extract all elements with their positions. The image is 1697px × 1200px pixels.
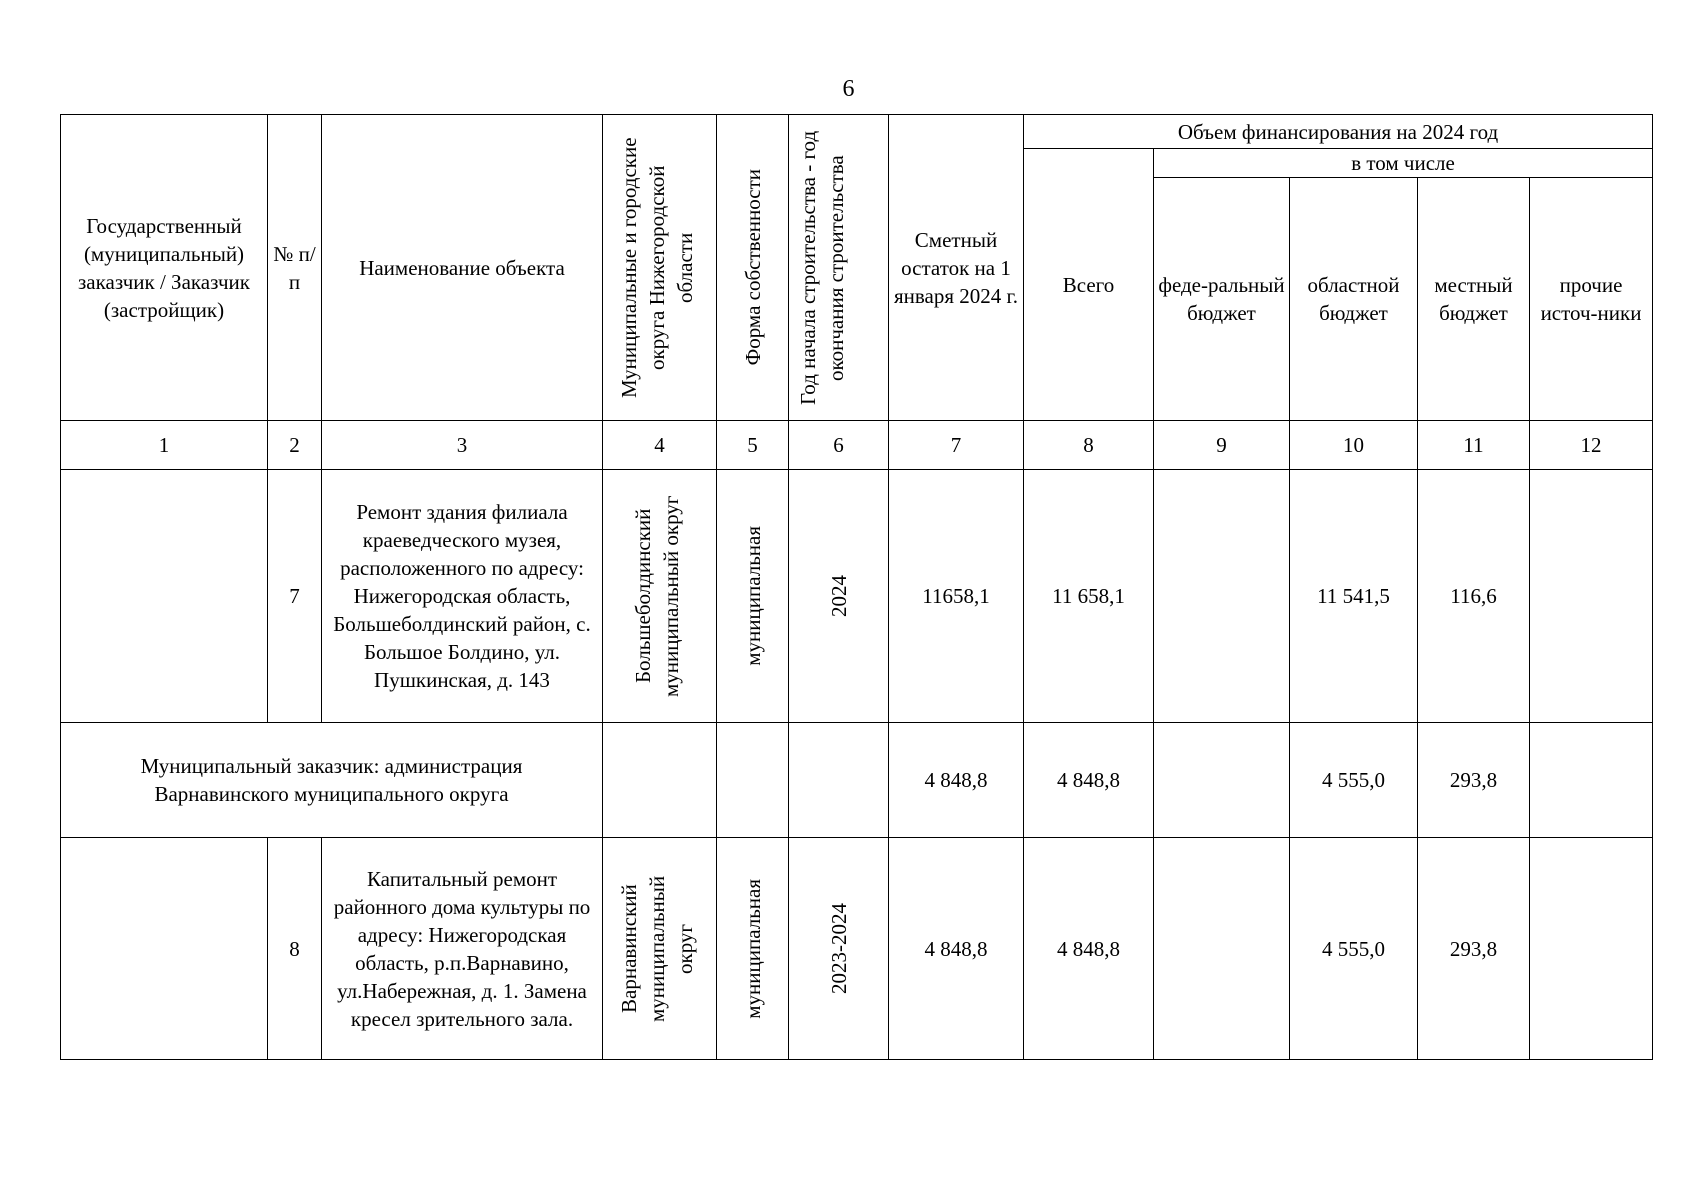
header-regional: областной бюджет <box>1290 178 1418 421</box>
col-number: 12 <box>1530 421 1653 470</box>
federal-cell <box>1154 470 1290 723</box>
header-federal: феде-ральный бюджет <box>1154 178 1290 421</box>
regional-cell: 11 541,5 <box>1290 470 1418 723</box>
page-number: 6 <box>842 76 855 102</box>
header-row-1 <box>61 115 1653 149</box>
ownership-cell: муниципальная <box>717 838 789 1060</box>
col-number: 4 <box>603 421 717 470</box>
estimate-cell: 11658,1 <box>889 470 1024 723</box>
header-local: местный бюджет <box>1418 178 1530 421</box>
row-num: 8 <box>268 838 322 1060</box>
other-cell <box>1530 838 1653 1060</box>
years-cell-empty <box>789 723 889 838</box>
regional-cell: 4 555,0 <box>1290 838 1418 1060</box>
customer-row <box>61 723 1653 838</box>
object-row-8 <box>61 838 1653 1060</box>
customer-cell-empty <box>61 470 268 723</box>
years-cell: 2024 <box>789 470 889 723</box>
local-cell: 116,6 <box>1418 470 1530 723</box>
header-object-name: Наименование объекта <box>322 115 603 421</box>
column-number-row <box>61 421 1653 470</box>
total-cell: 11 658,1 <box>1024 470 1154 723</box>
federal-cell <box>1154 723 1290 838</box>
municipality-cell: Большеболдинский муниципальный округ <box>603 470 717 723</box>
object-name: Ремонт здания филиала краеведческого музея, расположенного по адресу: Нижегородская область, Большеболдинский район, с. Большое Болдино, ул. Пушкинская, д. 143 <box>322 470 603 723</box>
col-number: 7 <box>889 421 1024 470</box>
other-cell <box>1530 470 1653 723</box>
regional-cell: 4 555,0 <box>1290 723 1418 838</box>
header-funding-group: Объем финансирования на 2024 год <box>1024 115 1653 149</box>
ownership-cell: муниципальная <box>717 470 789 723</box>
col-number: 11 <box>1418 421 1530 470</box>
total-cell: 4 848,8 <box>1024 723 1154 838</box>
header-customer: Государственный (муниципальный) заказчик / Заказчик (застройщик) <box>61 115 268 421</box>
col-number: 9 <box>1154 421 1290 470</box>
other-cell <box>1530 723 1653 838</box>
row-num: 7 <box>268 470 322 723</box>
col-number: 3 <box>322 421 603 470</box>
col-number: 2 <box>268 421 322 470</box>
col-number: 5 <box>717 421 789 470</box>
local-cell: 293,8 <box>1418 838 1530 1060</box>
customer-label: Муниципальный заказчик: администрация Варнавинского муниципального округа <box>61 723 603 838</box>
header-total: Всего <box>1024 149 1154 421</box>
total-cell: 4 848,8 <box>1024 838 1154 1060</box>
header-ownership: Форма собственности <box>717 115 789 421</box>
object-name: Капитальный ремонт районного дома культуры по адресу: Нижегородская область, р.п.Варнавино, ул.Набережная, д. 1. Замена кресел зрительного зала. <box>322 838 603 1060</box>
financing-table <box>60 114 1653 1060</box>
ownership-cell-empty <box>717 723 789 838</box>
col-number: 1 <box>61 421 268 470</box>
estimate-cell: 4 848,8 <box>889 723 1024 838</box>
years-cell: 2023-2024 <box>789 838 889 1060</box>
col-number: 8 <box>1024 421 1154 470</box>
municipality-cell-empty <box>603 723 717 838</box>
estimate-cell: 4 848,8 <box>889 838 1024 1060</box>
header-years: Год начала строительства - год окончания строительства <box>789 115 889 421</box>
header-num: № п/п <box>268 115 322 421</box>
object-row-7 <box>61 470 1653 723</box>
local-cell: 293,8 <box>1418 723 1530 838</box>
federal-cell <box>1154 838 1290 1060</box>
col-number: 10 <box>1290 421 1418 470</box>
customer-cell-empty <box>61 838 268 1060</box>
municipality-cell: Варнавинский муниципальный округ <box>603 838 717 1060</box>
header-municipality: Муниципальные и городские округа Нижегородской области <box>603 115 717 421</box>
header-estimate: Сметный остаток на 1 января 2024 г. <box>889 115 1024 421</box>
col-number: 6 <box>789 421 889 470</box>
header-including: в том числе <box>1154 149 1653 178</box>
header-other: прочие источ-ники <box>1530 178 1653 421</box>
